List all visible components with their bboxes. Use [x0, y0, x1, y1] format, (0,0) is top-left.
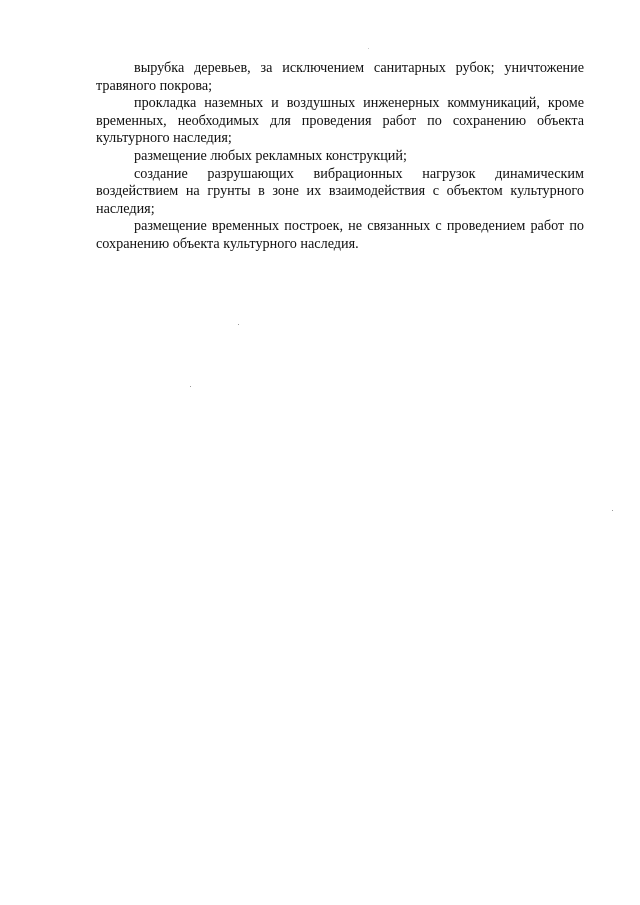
scan-speck [238, 324, 239, 325]
scan-speck [368, 48, 369, 49]
paragraph-tree-felling: вырубка деревьев, за исключением санитарных рубок; уничтожение травяного покрова; [96, 60, 584, 94]
paragraph-utility-lines: прокладка наземных и воздушных инженерных коммуникаций, кроме временных, необходимых для проведения работ по сохранению объекта культурного наследия; [96, 95, 584, 147]
paragraph-temporary-buildings: размещение временных построек, не связанных с проведением работ по сохранению объекта культурного наследия. [96, 218, 584, 252]
paragraph-advertising: размещение любых рекламных конструкций; [134, 147, 407, 164]
scan-speck [190, 386, 191, 387]
scan-speck [612, 510, 613, 511]
paragraph-vibration-loads: создание разрушающих вибрационных нагрузок динамическим воздействием на грунты в зоне их взаимодействия с объектом культурного наследия; [96, 165, 584, 217]
document-body [96, 60, 584, 254]
